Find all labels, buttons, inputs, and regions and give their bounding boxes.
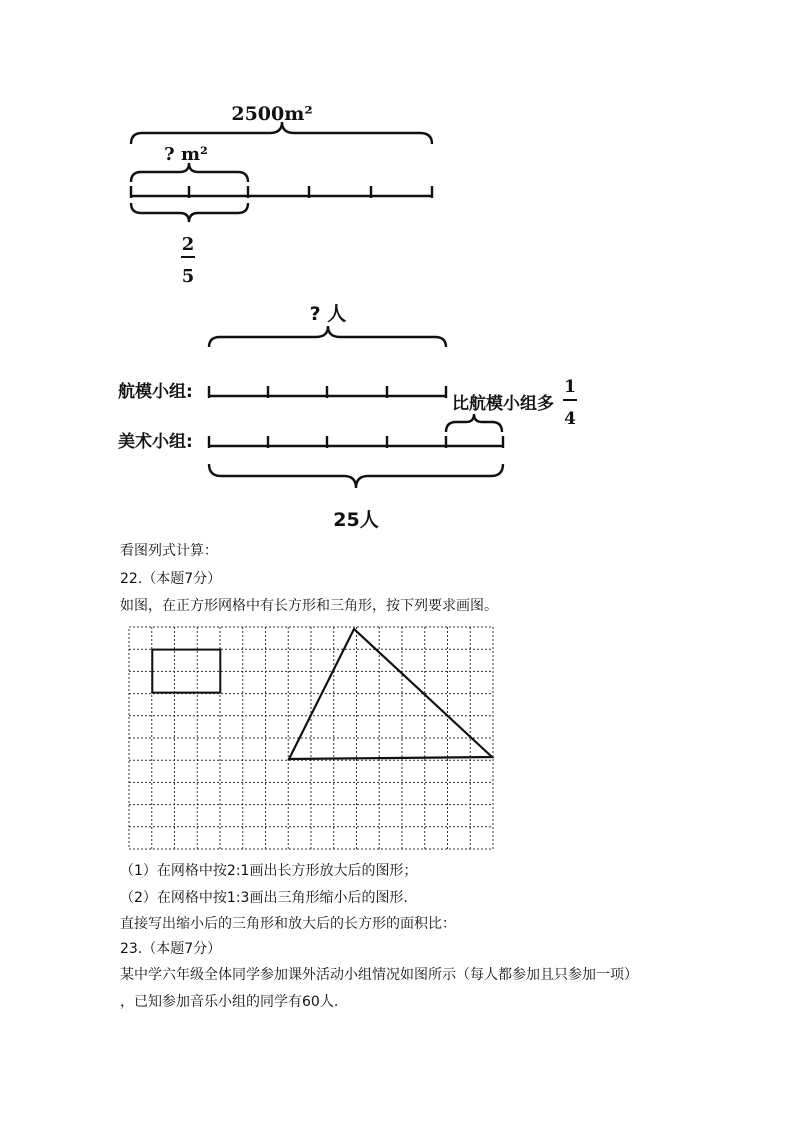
row1-label: 航模小组: bbox=[118, 382, 193, 402]
segment-diagram-area bbox=[0, 0, 794, 300]
top-question-label: ? 人 bbox=[309, 303, 347, 325]
extra-brace bbox=[446, 414, 502, 432]
fraction-numerator: 2 bbox=[181, 234, 195, 255]
segment-diagram-groups bbox=[0, 290, 794, 540]
fraction-brace bbox=[131, 203, 248, 222]
q22-part1: （1）在网格中按2:1画出长方形放大后的图形； bbox=[120, 863, 418, 879]
bottom-total-label: 25人 bbox=[333, 509, 379, 531]
square-grid-figure bbox=[128, 626, 496, 852]
q22-part2: （2）在网格中按1:3画出三角形缩小后的图形. bbox=[120, 890, 408, 906]
compare-label: 比航模小组多 bbox=[452, 394, 554, 414]
part-brace bbox=[131, 163, 248, 182]
row2-label: 美术小组: bbox=[118, 432, 193, 452]
part-area-label: ? m² bbox=[164, 144, 208, 165]
q22-header: 22.（本题7分） bbox=[120, 571, 222, 587]
q23-intro-continued: ，已知参加音乐小组的同学有60人. bbox=[120, 994, 339, 1010]
total-area-label: 2500m² bbox=[231, 103, 313, 125]
q23-header: 23.（本题7分） bbox=[120, 941, 222, 957]
bottom-brace bbox=[209, 464, 503, 488]
top-brace bbox=[209, 326, 446, 347]
q22-question: 直接写出缩小后的三角形和放大后的长方形的面积比： bbox=[120, 916, 456, 932]
q23-intro: 某中学六年级全体同学参加课外活动小组情况如图所示（每人都参加且只参加一项） bbox=[120, 967, 638, 983]
compare-fraction-denominator: 4 bbox=[564, 409, 576, 429]
total-brace bbox=[131, 122, 432, 144]
instruction-text: 看图列式计算： bbox=[120, 543, 218, 559]
q22-intro: 如图，在正方形网格中有长方形和三角形，按下列要求画图。 bbox=[120, 598, 498, 614]
fraction-denominator: 5 bbox=[181, 266, 195, 287]
grid-lines bbox=[129, 627, 493, 849]
compare-fraction-numerator: 1 bbox=[564, 377, 576, 397]
